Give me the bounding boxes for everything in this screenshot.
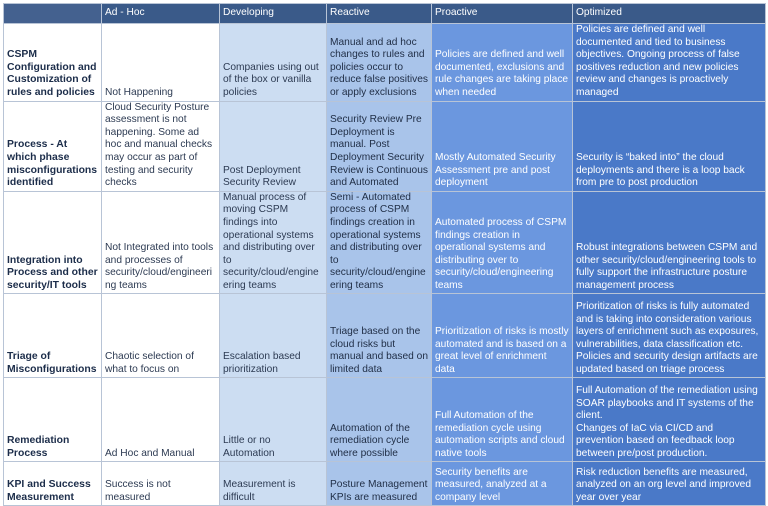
cell-ad-hoc: Chaotic selection of what to focus on <box>102 294 220 378</box>
table-row <box>4 378 766 462</box>
cell-optimized: Prioritization of risks is fully automated and is taking into consideration various layers of enrichment such as exposures, vulnerabilities, data classification etc. Policies and security design artifacts are updated based on triage process <box>573 294 766 378</box>
cell-proactive: Prioritization of risks is mostly automated and is based on a great level of enrichment data <box>432 294 573 378</box>
cell-optimized: Full Automation of the remediation using SOAR playbooks and IT systems of the client. Changes of IaC via CI/CD and prevention based on feedback loop between pre/post production. <box>573 378 766 462</box>
cell-ad-hoc: Ad Hoc and Manual <box>102 378 220 462</box>
cell-proactive: Mostly Automated Security Assessment pre and post deployment <box>432 101 573 191</box>
header-optimized: Optimized <box>573 4 766 24</box>
cell-reactive: Triage based on the cloud risks but manual and based on limited data <box>327 294 432 378</box>
cell-reactive: Manual and ad hoc changes to rules and policies occur to reduce false positives or apply exclusions <box>327 24 432 102</box>
cell-proactive: Security benefits are measured, analyzed at a company level <box>432 462 573 506</box>
row-header-triage: Triage of Misconfigurations <box>4 294 102 378</box>
cell-ad-hoc: Not Happening <box>102 24 220 102</box>
table-row <box>4 462 766 506</box>
table-row <box>4 24 766 102</box>
cell-ad-hoc: Success is not measured <box>102 462 220 506</box>
row-header-kpi: KPI and Success Measurement <box>4 462 102 506</box>
header-ad-hoc: Ad - Hoc <box>102 4 220 24</box>
row-header-remediation: Remediation Process <box>4 378 102 462</box>
cell-ad-hoc: Cloud Security Posture assessment is not happening. Some ad hoc and manual checks may occur as part of testing and security checks <box>102 101 220 191</box>
header-reactive: Reactive <box>327 4 432 24</box>
cell-optimized: Risk reduction benefits are measured, analyzed on an org level and improved year over year <box>573 462 766 506</box>
cell-developing: Little or no Automation <box>220 378 327 462</box>
cell-developing: Companies using out of the box or vanilla policies <box>220 24 327 102</box>
cell-optimized: Policies are defined and well documented and tied to business objectives. Ongoing process of false positives reduction and new policies review and changes is proactively managed <box>573 24 766 102</box>
row-header-process-phase: Process - At which phase misconfigurations identified <box>4 101 102 191</box>
cell-developing: Post Deployment Security Review <box>220 101 327 191</box>
header-developing: Developing <box>220 4 327 24</box>
cell-optimized: Security is “baked into” the cloud deployments and there is a loop back from pre to post production <box>573 101 766 191</box>
cell-developing: Escalation based prioritization <box>220 294 327 378</box>
maturity-table-container <box>3 3 766 506</box>
cell-reactive: Semi - Automated process of CSPM findings creation in operational systems and distributing over to security/cloud/engineering teams <box>327 191 432 294</box>
cell-ad-hoc: Not Integrated into tools and processes of security/cloud/engineering teams <box>102 191 220 294</box>
cspm-maturity-table <box>3 3 766 506</box>
header-proactive: Proactive <box>432 4 573 24</box>
table-row <box>4 191 766 294</box>
row-header-integration: Integration into Process and other security/IT tools <box>4 191 102 294</box>
cell-reactive: Posture Management KPIs are measured <box>327 462 432 506</box>
table-row <box>4 294 766 378</box>
row-header-cspm-configuration: CSPM Configuration and Customization of rules and policies <box>4 24 102 102</box>
cell-reactive: Security Review Pre Deployment is manual. Post Deployment Security Review is Continuous and Automated <box>327 101 432 191</box>
cell-reactive: Automation of the remediation cycle where possible <box>327 378 432 462</box>
header-corner <box>4 4 102 24</box>
header-row <box>4 4 766 24</box>
cell-optimized: Robust integrations between CSPM and other security/cloud/engineering tools to fully support the infrastructure posture management process <box>573 191 766 294</box>
table-row <box>4 101 766 191</box>
cell-developing: Manual process of moving CSPM findings into operational systems and distributing over to security/cloud/engineering teams <box>220 191 327 294</box>
cell-proactive: Automated process of CSPM findings creation in operational systems and distributing over to security/cloud/engineering teams <box>432 191 573 294</box>
cell-proactive: Full Automation of the remediation cycle using automation scripts and cloud native tools <box>432 378 573 462</box>
cell-developing: Measurement is difficult <box>220 462 327 506</box>
cell-proactive: Policies are defined and well documented, exclusions and rule changes are taking place when needed <box>432 24 573 102</box>
